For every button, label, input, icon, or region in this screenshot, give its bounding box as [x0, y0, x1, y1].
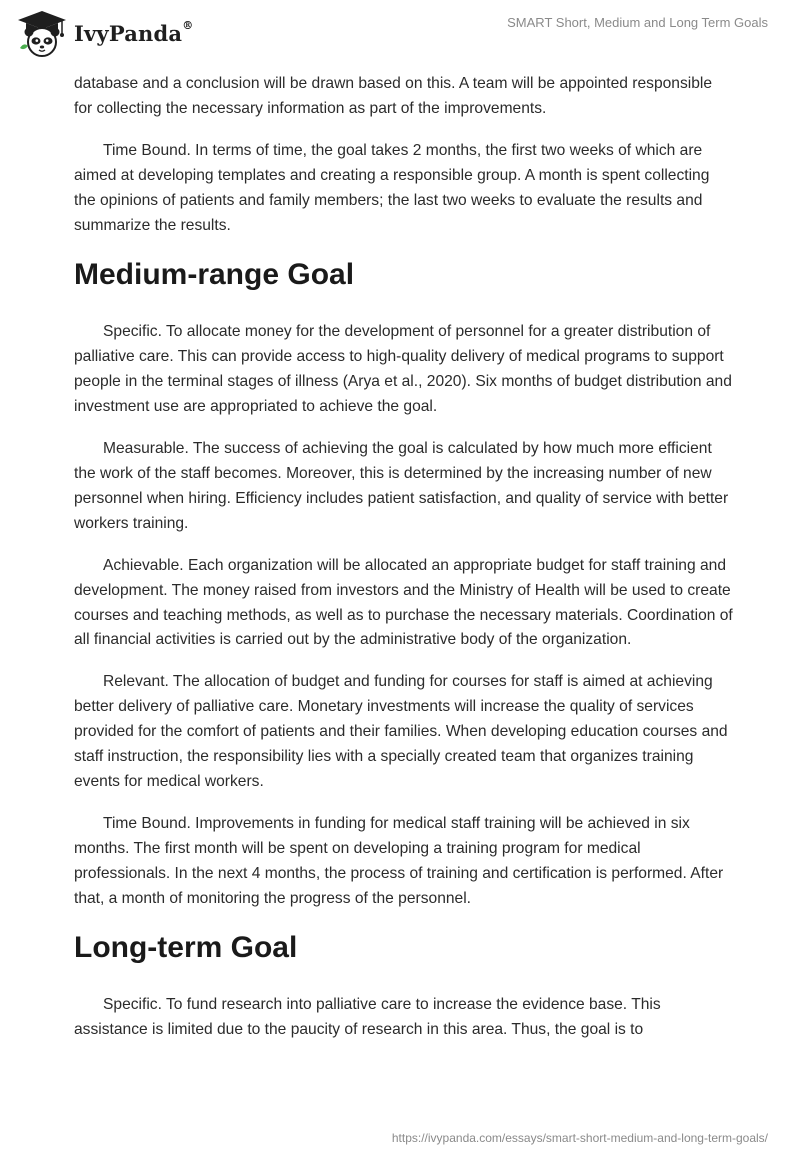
document-title: SMART Short, Medium and Long Term Goals	[507, 15, 768, 30]
essay-content	[74, 72, 734, 1060]
page-header	[0, 0, 800, 72]
panda-graduate-icon	[14, 8, 70, 58]
brand-name: IvyPanda®	[74, 18, 194, 46]
paragraph-medium-time-bound: Time Bound. Improvements in funding for medical staff training will be achieved in six months. The first month will be spent on developing a training program for medical professionals. In the next 4 months, the process of training and certification is performed. After that, a month of monitoring the progress of the personnel.	[74, 814, 724, 907]
paragraph-short-time-bound: Time Bound. In terms of time, the goal takes 2 months, the first two weeks of which are aimed at developing templates and creating a responsible group. A month is spent collecting the opinions of patients and family members; the last two weeks to evaluate the results and summarize the results.	[74, 141, 710, 234]
brand-logo[interactable]	[14, 8, 193, 58]
paragraph-medium-measurable: Measurable. The success of achieving the goal is calculated by how much more efficient the work of the staff becomes. Moreover, this is determined by the increasing number of new personnel when hiring. Efficiency includes patient satisfaction, and quality of service with better workers training.	[74, 440, 729, 532]
registered-mark: ®	[182, 18, 194, 32]
paragraph-long-specific: Specific. To fund research into palliative care to increase the evidence base. This assistance is limited due to the paucity of research in this area. Thus, the goal is to	[74, 996, 661, 1039]
paragraph-medium-achievable: Achievable. Each organization will be allocated an appropriate budget for staff training and development. The money raised from investors and the Ministry of Health will be used to create courses and teaching methods, as well as to purchase the necessary materials. Coordination of all financial activities is carried out by the administrative body of the organization.	[74, 556, 733, 649]
paragraph-medium-specific: Specific. To allocate money for the development of personnel for a greater distribution of palliative care. This can provide access to high-quality delivery of medical programs to support people in the terminal stages of illness (Arya et al., 2020). Six months of budget distribution and investment use are appropriated to achieve the goal.	[74, 323, 732, 416]
heading-long-term-goal: Long-term Goal	[74, 931, 298, 965]
source-url[interactable]: https://ivypanda.com/essays/smart-short-medium-and-long-term-goals/	[391, 1131, 768, 1145]
heading-medium-range-goal: Medium-range Goal	[74, 258, 355, 292]
paragraph-medium-relevant: Relevant. The allocation of budget and funding for courses for staff is aimed at achieving better delivery of palliative care. Monetary investments will increase the quality of services provided for the comfort of patients and their families. When developing education courses and staff instruction, the responsibility lies with a specially created team that organizes training events for medical workers.	[74, 673, 728, 790]
paragraph-intro-continuation: database and a conclusion will be drawn based on this. A team will be appointed responsible for collecting the necessary information as part of the improvements.	[74, 75, 713, 117]
